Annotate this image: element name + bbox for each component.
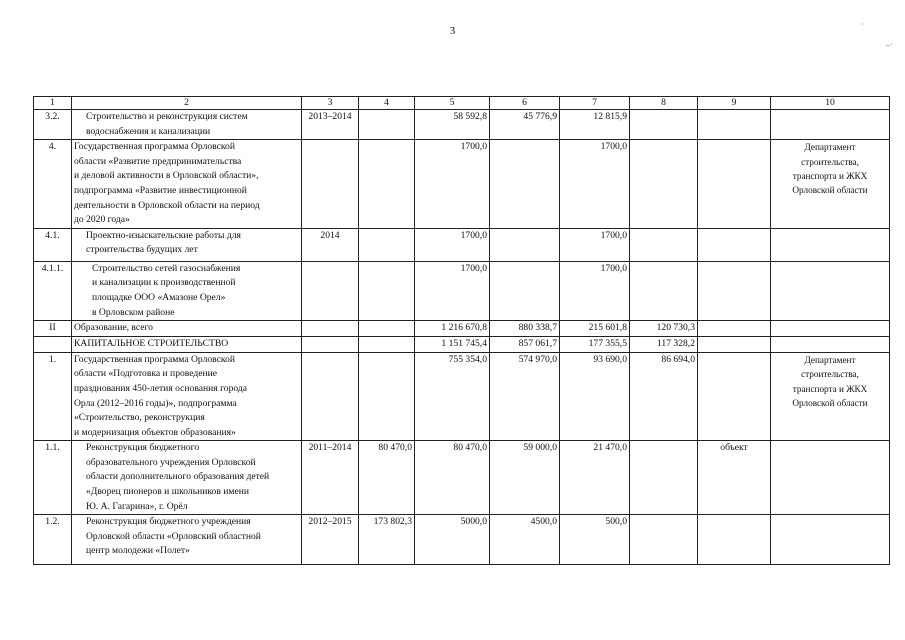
header-cell: 2 — [72, 97, 302, 110]
row-col6 — [490, 261, 560, 320]
row-col6: 880 338,7 — [490, 321, 560, 337]
row-col7: 1700,0 — [560, 140, 630, 229]
row-index — [34, 337, 72, 353]
row-period — [302, 140, 359, 229]
row-col9 — [698, 352, 771, 441]
header-cell: 4 — [359, 97, 415, 110]
row-col10 — [771, 110, 890, 140]
row-col8 — [630, 441, 698, 515]
row-cost — [359, 337, 415, 353]
row-period — [302, 321, 359, 337]
row-period — [302, 261, 359, 320]
row-col6 — [490, 140, 560, 229]
row-cost — [359, 228, 415, 261]
row-period: 2014 — [302, 228, 359, 261]
row-index: II — [34, 321, 72, 337]
row-col8 — [630, 110, 698, 140]
row-col9: объект — [698, 441, 771, 515]
row-col5: 1 151 745,4 — [415, 337, 490, 353]
row-col8: 86 694,0 — [630, 352, 698, 441]
row-col8 — [630, 515, 698, 565]
table-row — [34, 441, 890, 515]
row-col9 — [698, 321, 771, 337]
row-cost: 173 802,3 — [359, 515, 415, 565]
row-period — [302, 352, 359, 441]
page-number: 3 — [449, 25, 456, 37]
row-period: 2013–2014 — [302, 110, 359, 140]
row-col10: Департамент строительства, транспорта и ЖКХ Орловской области — [771, 352, 890, 441]
header-cell: 5 — [415, 97, 490, 110]
row-col7: 12 815,9 — [560, 110, 630, 140]
table-row — [34, 321, 890, 337]
row-col10 — [771, 321, 890, 337]
row-index: 1. — [34, 352, 72, 441]
row-cost — [359, 321, 415, 337]
row-col7: 1700,0 — [560, 228, 630, 261]
row-col6: 574 970,0 — [490, 352, 560, 441]
row-col7: 177 355,5 — [560, 337, 630, 353]
row-cost — [359, 140, 415, 229]
row-col8 — [630, 140, 698, 229]
row-name: Образование, всего — [72, 321, 302, 337]
row-index: 4.1. — [34, 228, 72, 261]
row-col6: 59 000,0 — [490, 441, 560, 515]
row-col10: Департамент строительства, транспорта и ЖКХ Орловской области — [771, 140, 890, 229]
row-name: Проектно-изыскательские работы для строительства будущих лет — [72, 228, 302, 261]
header-cell: 6 — [490, 97, 560, 110]
row-col7: 500,0 — [560, 515, 630, 565]
row-period: 2011–2014 — [302, 441, 359, 515]
row-col6: 4500,0 — [490, 515, 560, 565]
row-col7: 21 470,0 — [560, 441, 630, 515]
table-row — [34, 515, 890, 565]
row-col7: 215 601,8 — [560, 321, 630, 337]
row-col9 — [698, 110, 771, 140]
row-col10 — [771, 337, 890, 353]
row-col10 — [771, 228, 890, 261]
row-col8 — [630, 261, 698, 320]
row-index: 1.2. — [34, 515, 72, 565]
table-row — [34, 228, 890, 261]
row-col5: 80 470,0 — [415, 441, 490, 515]
row-index: 4. — [34, 140, 72, 229]
row-name: Государственная программа Орловской области «Подготовка и проведение празднования 450-летия основания города Орла (2012–2016 годы)», подпрограмма «Строительство, реконструкция и модернизация объектов образования» — [72, 352, 302, 441]
row-index: 3.2. — [34, 110, 72, 140]
row-col10 — [771, 515, 890, 565]
table-row — [34, 261, 890, 320]
row-col7: 1700,0 — [560, 261, 630, 320]
row-col5: 1700,0 — [415, 228, 490, 261]
program-table — [33, 96, 890, 565]
row-cost: 80 470,0 — [359, 441, 415, 515]
row-col9 — [698, 337, 771, 353]
row-period: 2012–2015 — [302, 515, 359, 565]
scan-mark: –· — [886, 40, 893, 49]
row-cost — [359, 110, 415, 140]
row-name: Строительство и реконструкция систем водоснабжения и канализации — [72, 110, 302, 140]
row-name: Государственная программа Орловской области «Развитие предпринимательства и деловой активности в Орловской области», подпрограмма «Развитие инвестиционной деятельности в Орловской области на период до 2020 года» — [72, 140, 302, 229]
row-col9 — [698, 515, 771, 565]
row-col8: 117 328,2 — [630, 337, 698, 353]
row-col9 — [698, 228, 771, 261]
header-cell: 10 — [771, 97, 890, 110]
header-row — [34, 97, 890, 110]
header-cell: 1 — [34, 97, 72, 110]
header-cell: 9 — [698, 97, 771, 110]
table-row — [34, 337, 890, 353]
row-cost — [359, 261, 415, 320]
row-name: Реконструкция бюджетного учреждения Орловской области «Орловский областной центр молодежи «Полет» — [72, 515, 302, 565]
row-col8: 120 730,3 — [630, 321, 698, 337]
row-col5: 1700,0 — [415, 140, 490, 229]
row-col6 — [490, 228, 560, 261]
row-index: 4.1.1. — [34, 261, 72, 320]
row-name: Строительство сетей газоснабжения и канализации к производственной площадке ООО «Амазоне Орел» в Орловском районе — [72, 261, 302, 320]
row-col7: 93 690,0 — [560, 352, 630, 441]
header-cell: 7 — [560, 97, 630, 110]
header-cell: 3 — [302, 97, 359, 110]
row-col5: 5000,0 — [415, 515, 490, 565]
row-name: Реконструкция бюджетного образовательного учреждения Орловской области дополнительного образования детей «Дворец пионеров и школьников имени Ю. А. Гагарина», г. Орёл — [72, 441, 302, 515]
row-col5: 58 592,8 — [415, 110, 490, 140]
table-row — [34, 140, 890, 229]
table-row — [34, 352, 890, 441]
header-cell: 8 — [630, 97, 698, 110]
row-col5: 1700,0 — [415, 261, 490, 320]
scan-mark: · — [861, 20, 864, 29]
row-col9 — [698, 140, 771, 229]
row-period — [302, 337, 359, 353]
row-col10 — [771, 261, 890, 320]
row-col8 — [630, 228, 698, 261]
row-col6: 45 776,9 — [490, 110, 560, 140]
row-index: 1.1. — [34, 441, 72, 515]
row-col5: 1 216 670,8 — [415, 321, 490, 337]
row-cost — [359, 352, 415, 441]
row-col5: 755 354,0 — [415, 352, 490, 441]
row-col9 — [698, 261, 771, 320]
table-row — [34, 110, 890, 140]
row-col6: 857 061,7 — [490, 337, 560, 353]
row-name: КАПИТАЛЬНОЕ СТРОИТЕЛЬСТВО — [72, 337, 302, 353]
row-col10 — [771, 441, 890, 515]
